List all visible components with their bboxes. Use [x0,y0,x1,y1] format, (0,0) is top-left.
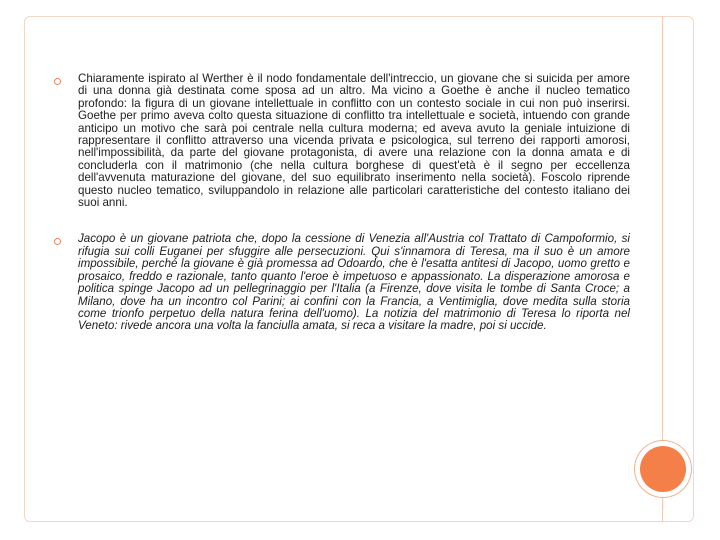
circle-bullet-icon [54,78,61,85]
bullet-text-2: Jacopo è un giovane patriota che, dopo la cessione di Venezia all'Austria col Trattato di Campoformio, si rifugia sui colli Euganei per sfuggire alle persecuzioni. Qui s'innamora di Teresa, ma il suo è un amore impossibile, perché la giovane è già promessa ad Odoardo, che è l'esatta antitesi di Jacopo, uomo gretto e prosaico, freddo e razionale, tanto quanto l'eroe è impetuoso e appassionato. La disperazione amorosa e politica spinge Jacopo ad un pellegrinaggio per l'Italia (a Firenze, dove visita le tombe di Santa Croce; a Milano, dove ha un incontro col Parini; ai confini con la Francia, a Ventimiglia, dove medita sulla storia come trionfo perpetuo della natura ferina dell'uomo). La notizia del matrimonio di Teresa lo riporta nel Veneto: rivede ancora una volta la fanciulla amata, si reca a visitare la madre, poi si uccide. [78,232,630,333]
bullet-item-1 [54,73,630,209]
orange-circle-icon [640,446,686,492]
bullet-item-2 [54,233,630,332]
bullet-text-1: Chiaramente ispirato al Werther è il nodo fondamentale dell'intreccio, un giovane che si suicida per amore di una donna già destinata come sposa ad un altro. Ma vicino a Goethe è anche il nucleo tematico profondo: la figura di un giovane intellettuale in conflitto con un contesto sociale in cui non può inserirsi. Goethe per primo aveva colto questa situazione di conflitto tra intellettuale e società, intuendo con grande anticipo un motivo che sarà poi centrale nella cultura moderna; ed aveva avuto la geniale intuizione di rappresentare il conflitto attraverso una vicenda privata e psicologica, sul terreno dei rapporti amorosi, nell'impossibilità, da parte del giovane protagonista, di avere una relazione con la donna amata e di concluderla con il matrimonio (che nella cultura borghese di quest'età è il segno per eccellenza dell'avvenuta maturazione del giovane, del suo equilibrato inserimento nella società). Foscolo riprende questo nucleo tematico, sviluppandolo in relazione alle particolari caratteristiche del contesto italiano dei suoi anni. [78,72,630,210]
bullet-list [54,73,630,333]
circle-bullet-icon [54,238,61,245]
